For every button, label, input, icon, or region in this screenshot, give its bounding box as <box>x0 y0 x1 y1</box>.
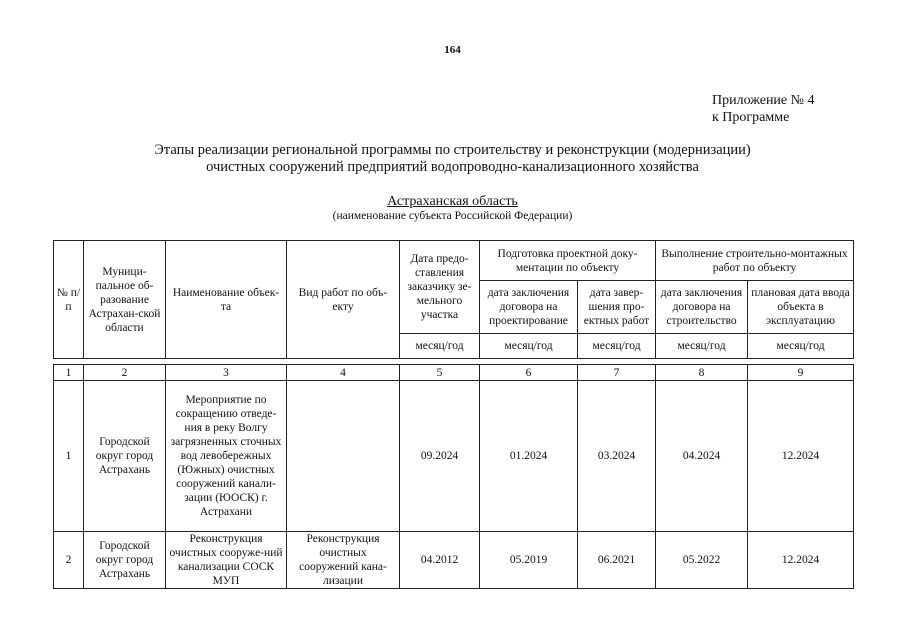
row-design-contract: 05.2019 <box>480 532 578 589</box>
row-commissioning: 12.2024 <box>748 381 854 532</box>
header-object-name: Наименование объек-та <box>166 241 287 359</box>
header-design-group: Подготовка проектной доку-ментации по объекту <box>480 241 656 281</box>
appendix-line-2: к Программе <box>712 110 790 125</box>
row-work-type <box>287 381 400 532</box>
column-number: 5 <box>400 365 480 381</box>
row-municipality: Городской округ город Астрахань <box>84 381 166 532</box>
unit-design-end: месяц/год <box>578 334 656 359</box>
unit-construction-contract: месяц/год <box>656 334 748 359</box>
column-number: 1 <box>54 365 84 381</box>
stages-table <box>53 240 854 589</box>
row-construction-contract: 04.2024 <box>656 381 748 532</box>
title-line-2: очистных сооружений предприятий водопроводно-канализационного хозяйства <box>206 159 699 175</box>
column-number: 2 <box>84 365 166 381</box>
header-commissioning: плановая дата ввода объекта в эксплуатацию <box>748 281 854 334</box>
document-title <box>90 142 815 176</box>
row-construction-contract: 05.2022 <box>656 532 748 589</box>
header-work-type: Вид работ по объ-екту <box>287 241 400 359</box>
row-object-name: Реконструкция очистных сооруже-ний канализации СОСК МУП <box>166 532 287 589</box>
row-num: 1 <box>54 381 84 532</box>
column-number: 4 <box>287 365 400 381</box>
region-name: Астраханская область <box>387 194 518 209</box>
unit-commissioning: месяц/год <box>748 334 854 359</box>
row-design-end: 06.2021 <box>578 532 656 589</box>
header-land-date: Дата предо-ставления заказчику зе-мельного участка <box>400 241 480 334</box>
row-num: 2 <box>54 532 84 589</box>
table-row <box>54 532 854 589</box>
column-number: 6 <box>480 365 578 381</box>
unit-design-contract: месяц/год <box>480 334 578 359</box>
column-number: 8 <box>656 365 748 381</box>
region-caption: (наименование субъекта Российской Федерации) <box>332 210 573 222</box>
row-design-contract: 01.2024 <box>480 381 578 532</box>
column-number: 3 <box>166 365 287 381</box>
row-land-date: 04.2012 <box>400 532 480 589</box>
row-municipality: Городской округ город Астрахань <box>84 532 166 589</box>
row-commissioning: 12.2024 <box>748 532 854 589</box>
row-object-name: Мероприятие по сокращению отведе-ния в реку Волгу загрязненных сточных вод левобережных (Южных) очистных сооружений канали-зации (ЮОСК) г. Астрахани <box>166 381 287 532</box>
row-design-end: 03.2024 <box>578 381 656 532</box>
column-number: 7 <box>578 365 656 381</box>
column-number: 9 <box>748 365 854 381</box>
appendix-line-1: Приложение № 4 <box>712 93 815 108</box>
header-municipality: Муници-пальное об-разование Астрахан-ской области <box>84 241 166 359</box>
row-work-type: Реконструкция очистных сооружений кана-лизации <box>287 532 400 589</box>
header-design-end: дата завер-шения про-ектных работ <box>578 281 656 334</box>
page-number: 164 <box>444 44 461 56</box>
table-row <box>54 381 854 532</box>
unit-land-date: месяц/год <box>400 334 480 359</box>
appendix-reference <box>712 92 815 126</box>
row-land-date: 09.2024 <box>400 381 480 532</box>
header-construction-group: Выполнение строительно-монтажных работ по объекту <box>656 241 854 281</box>
header-construction-contract: дата заключения договора на строительство <box>656 281 748 334</box>
title-line-1: Этапы реализации региональной программы по строительству и реконструкции (модернизации) <box>154 142 751 158</box>
header-design-contract: дата заключения договора на проектирование <box>480 281 578 334</box>
header-num: № п/п <box>54 241 84 359</box>
